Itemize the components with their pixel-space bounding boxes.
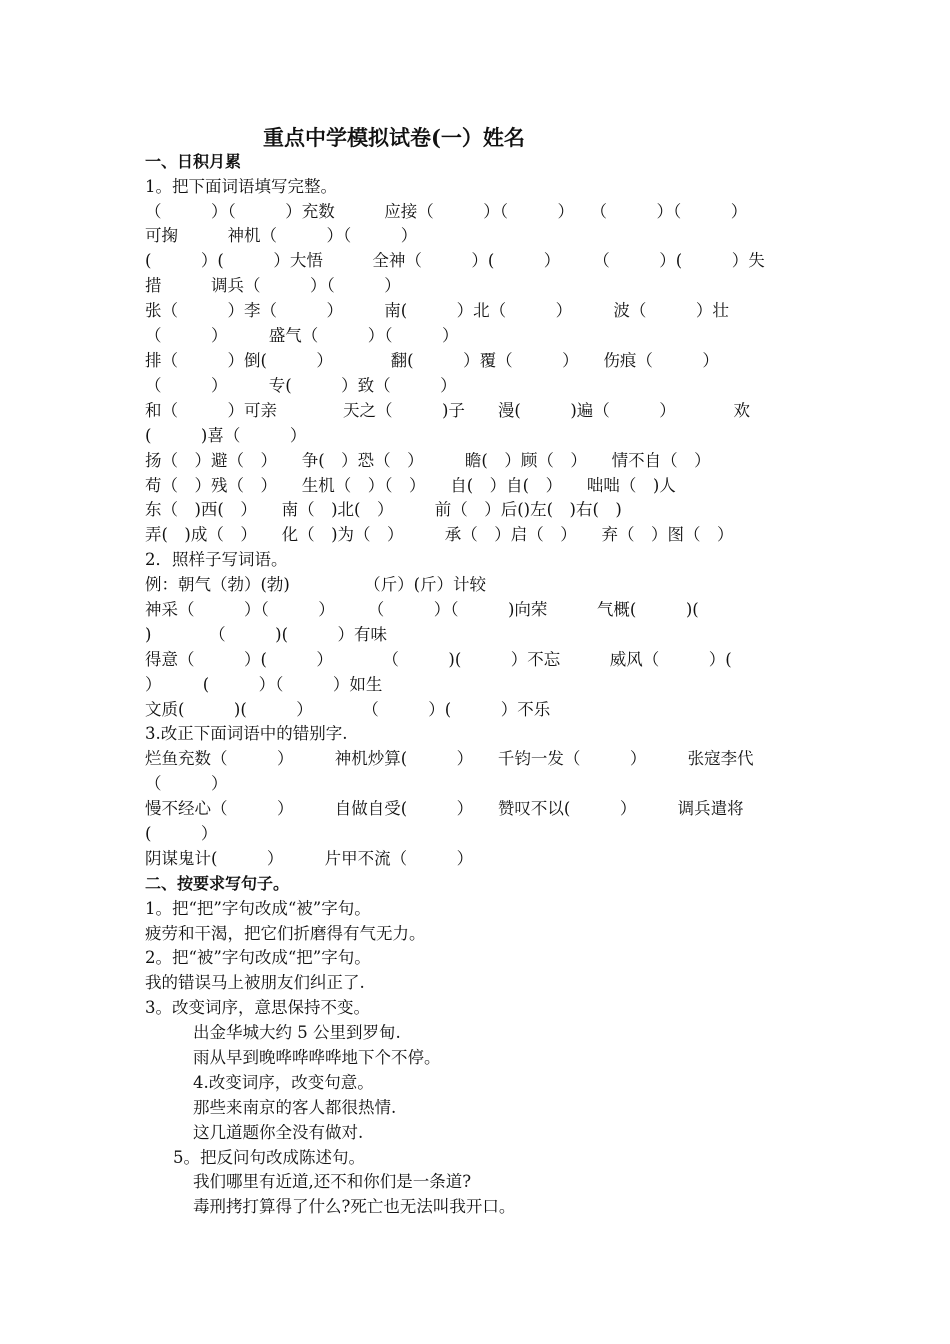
s2-q1-sentence: 疲劳和干渴，把它们折磨得有气无力。 [145,924,426,943]
q1-line: （ ）（ ）充数 应接（ ）（ ） （ ）（ ） [145,202,748,221]
q1-line: ( )喜（ ） [145,426,307,445]
s2-q3-sentence: 雨从早到晚哗哗哗哗地下个不停。 [193,1048,441,1067]
page-title: 重点中学模拟试卷(一）姓名 [263,125,525,150]
q3-prompt: 3.改正下面词语中的错别字. [145,724,348,743]
q3-line: ( ） [145,824,218,843]
q2-line: 得意（ ）( ） （ )( ）不忘 威风（ ）( [145,650,732,669]
q3-line: 慢不经心（ ） 自做自受( ） 赞叹不以( ） 调兵遣将 [145,799,744,818]
s2-q3-sentence: 出金华城大约 5 公里到罗甸. [193,1023,401,1042]
s2-q5-sentence: 毒刑拷打算得了什么?死亡也无法叫我开口。 [193,1197,516,1216]
q1-line: 东（ )西( ） 南（ )北( ） 前（ ）后()左( )右( ) [145,500,622,519]
q3-line: （ ） [145,774,228,793]
q1-line: （ ） 专( ）致（ ） [145,376,457,395]
q2-line: 神采（ ）（ ） （ ）（ )向荣 气概( )( [145,600,699,619]
q3-line: 烂鱼充数（ ） 神机炒算( ） 千钧一发（ ） 张寇李代 [145,749,754,768]
q2-line: ） ( ）（ ）如生 [145,675,383,694]
q1-line: 扬（ ）避（ ） 争( ）恐（ ） 瞻( ）顾（ ） 情不自（ ） [145,451,711,470]
q1-line: 排（ ）倒( ） 翻( ）覆（ ） 伤痕（ ） [145,351,719,370]
q1-prompt: 1。把下面词语填写完整。 [145,177,337,196]
q1-line: （ ） 盛气（ ）（ ） [145,326,459,345]
s2-q2-sentence: 我的错误马上被朋友们纠正了. [145,973,365,992]
section-2-heading: 二、按要求写句子。 [145,874,290,893]
q1-line: 可掬 神机（ ）（ ） [145,226,418,245]
q1-line: 措 调兵（ ）（ ） [145,276,401,295]
q2-line: ) （ )( ）有味 [145,625,388,644]
q1-line: 和（ ）可亲 天之（ )子 漫( )遍（ ） 欢 [145,401,751,420]
s2-q4-sentence: 那些来南京的客人都很热情. [193,1098,397,1117]
s2-q1-prompt: 1。把“把”字句改成“被”字句。 [145,899,371,918]
q3-line: 阴谋鬼计( ） 片甲不流（ ） [145,849,474,868]
q1-line: 弄( )成（ ） 化（ )为（ ） 承（ ）启（ ） 弃（ ）图（ ） [145,525,734,544]
q2-prompt: 2．照样子写词语。 [145,550,288,569]
q1-line: 张（ ）李（ ） 南( ）北（ ） 波（ ）壮 [145,301,729,320]
s2-q2-prompt: 2。把“被”字句改成“把”字句。 [145,948,371,967]
s2-q4-sentence: 这几道题你全没有做对. [193,1123,364,1142]
q2-line: 文质( )( ） （ ）( ）不乐 [145,700,551,719]
s2-q3-prompt: 3。改变词序，意思保持不变。 [145,998,370,1017]
q1-line: ( ）( ）大悟 全神（ ）( ） （ ）( ）失 [145,251,765,270]
s2-q4-prompt: 4.改变词序，改变句意。 [193,1073,374,1092]
section-1-heading: 一、日积月累 [145,152,242,171]
q1-line: 苟（ ）残（ ） 生机（ ）（ ） 自( ）自( ） 咄咄（ )人 [145,476,676,495]
s2-q5-sentence: 我们哪里有近道,还不和你们是一条道? [193,1172,472,1191]
q2-example: 例：朝气（勃）(勃) （斤）(斤）计较 [145,575,487,594]
s2-q5-prompt: 5。把反问句改成陈述句。 [173,1148,365,1167]
